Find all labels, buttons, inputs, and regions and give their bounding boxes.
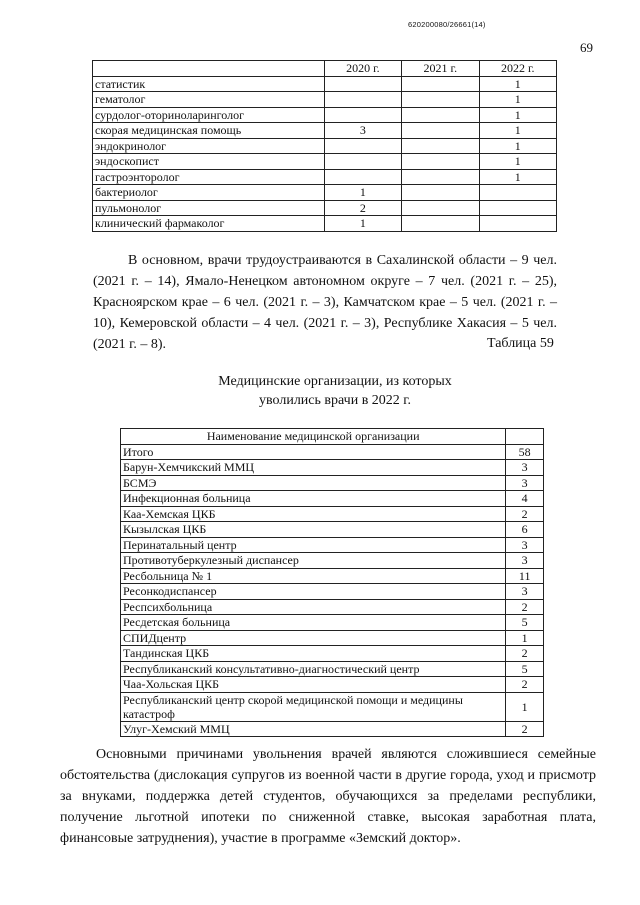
year-value-cell [479,216,556,232]
table-row [121,721,544,737]
specialty-cell: статистик [93,76,325,92]
specialty-cell: гастроэнторолог [93,169,325,185]
table-row [121,537,544,553]
year-value-cell: 1 [479,138,556,154]
column-header: Наименование медицинской организации [121,429,506,445]
specialty-cell: бактериолог [93,185,325,201]
organization-cell: Респсихбольница [121,599,506,615]
year-value-cell [402,169,479,185]
count-cell: 1 [506,692,544,721]
column-header: 2022 г. [479,61,556,77]
table-row [121,475,544,491]
count-cell: 2 [506,721,544,737]
table-row [93,123,557,139]
column-header-empty [506,429,544,445]
table-row [121,444,544,460]
count-cell: 1 [506,630,544,646]
organization-cell: Тандинская ЦКБ [121,646,506,662]
year-value-cell: 2 [324,200,401,216]
page-number: 69 [580,40,593,55]
year-value-cell: 1 [479,107,556,123]
organizations-table [120,428,544,737]
table-row [93,169,557,185]
specialty-cell: пульмонолог [93,200,325,216]
table-row [93,154,557,170]
year-value-cell [402,123,479,139]
year-value-cell: 1 [479,92,556,108]
count-cell: 3 [506,553,544,569]
table-row [93,138,557,154]
table-row [121,584,544,600]
table-row [121,630,544,646]
year-value-cell [324,169,401,185]
year-value-cell [402,185,479,201]
year-value-cell [402,76,479,92]
table-row [121,692,544,721]
table-row [121,677,544,693]
year-value-cell [324,107,401,123]
year-value-cell [324,138,401,154]
table-row [93,92,557,108]
count-cell: 58 [506,444,544,460]
year-value-cell: 1 [479,169,556,185]
count-cell: 2 [506,599,544,615]
year-value-cell [324,76,401,92]
specialty-cell: клинический фармаколог [93,216,325,232]
table-header-row [121,429,544,445]
reasons-paragraph: Основными причинами увольнения врачей являются сложившиеся семейные обстоятельства (дислокация супругов из военной части в другие города, уход и присмотр за внуками, поддержка детей студентов, обучающихся за пределами республики, получение льготной ипотеки по сниженной ставке, высокая заработная плата, финансовые затруднения), участие в программе «Земский доктор». [60,747,596,846]
organization-cell: Ресбольница № 1 [121,568,506,584]
table-row [121,568,544,584]
year-value-cell [479,200,556,216]
count-cell: 2 [506,677,544,693]
document-id: 620200080/26661(14) [408,20,486,29]
year-value-cell [402,92,479,108]
count-cell: 3 [506,537,544,553]
year-value-cell: 1 [479,76,556,92]
employment-paragraph: В основном, врачи трудоустраиваются в Сахалинской области – 9 чел. (2021 г. – 14), Ямало-Ненецком автономном округе – 7 чел. (2021 г. – 25), Красноярском крае – 6 чел. (2021 г. – 3), Камчатском крае – 5 чел. (2021 г. – 10), Кемеровской области – 4 чел. (2021 г. – 3), Республике Хакасия – 5 чел. (2021 г. – 8). [93,253,557,352]
count-cell: 5 [506,615,544,631]
organization-cell: Улуг-Хемский ММЦ [121,721,506,737]
year-value-cell [324,154,401,170]
organization-cell: Кызылская ЦКБ [121,522,506,538]
table-row [121,661,544,677]
table-row [121,646,544,662]
table-title-line: Медицинские организации, из которых [218,374,452,389]
year-value-cell: 1 [479,154,556,170]
count-cell: 2 [506,506,544,522]
year-value-cell [402,216,479,232]
table-row [93,76,557,92]
organization-cell: Инфекционная больница [121,491,506,507]
count-cell: 6 [506,522,544,538]
year-value-cell [402,154,479,170]
organization-cell: БСМЭ [121,475,506,491]
count-cell: 3 [506,460,544,476]
year-value-cell [324,92,401,108]
organization-cell: Чаа-Хольская ЦКБ [121,677,506,693]
column-header: 2020 г. [324,61,401,77]
year-value-cell: 1 [324,216,401,232]
organization-cell: Республиканский консультативно-диагностический центр [121,661,506,677]
year-value-cell [402,107,479,123]
table-caption: Таблица 59 [487,336,554,351]
organization-cell: Барун-Хемчикский ММЦ [121,460,506,476]
year-value-cell: 3 [324,123,401,139]
organization-cell: Ресдетская больница [121,615,506,631]
count-cell: 5 [506,661,544,677]
table-row [93,185,557,201]
year-value-cell: 1 [479,123,556,139]
table-row [93,107,557,123]
year-value-cell [479,185,556,201]
table-row [93,200,557,216]
table-row [93,216,557,232]
count-cell: 3 [506,584,544,600]
count-cell: 11 [506,568,544,584]
organization-cell: Ресонкодиспансер [121,584,506,600]
organization-cell: Противотуберкулезный диспансер [121,553,506,569]
organization-cell: Республиканский центр скорой медицинской помощи и медицины катастроф [121,692,506,721]
year-value-cell [402,138,479,154]
specialty-cell: сурдолог-оториноларинголог [93,107,325,123]
organization-cell: Итого [121,444,506,460]
column-header: 2021 г. [402,61,479,77]
organization-cell: СПИДцентр [121,630,506,646]
table-title [160,372,510,410]
count-cell: 2 [506,646,544,662]
table-row [121,491,544,507]
table-row [121,506,544,522]
specialty-cell: эндоскопист [93,154,325,170]
organization-cell: Перинатальный центр [121,537,506,553]
table-row [121,522,544,538]
count-cell: 4 [506,491,544,507]
table-row [121,599,544,615]
organization-cell: Каа-Хемская ЦКБ [121,506,506,522]
year-value-cell: 1 [324,185,401,201]
table-header-row [93,61,557,77]
table-title-line: уволились врачи в 2022 г. [259,393,411,408]
table-row [121,460,544,476]
column-header [93,61,325,77]
year-value-cell [402,200,479,216]
table-row [121,553,544,569]
specialists-table [92,60,557,232]
table-row [121,615,544,631]
specialty-cell: скорая медицинская помощь [93,123,325,139]
count-cell: 3 [506,475,544,491]
specialty-cell: эндокринолог [93,138,325,154]
specialty-cell: гематолог [93,92,325,108]
